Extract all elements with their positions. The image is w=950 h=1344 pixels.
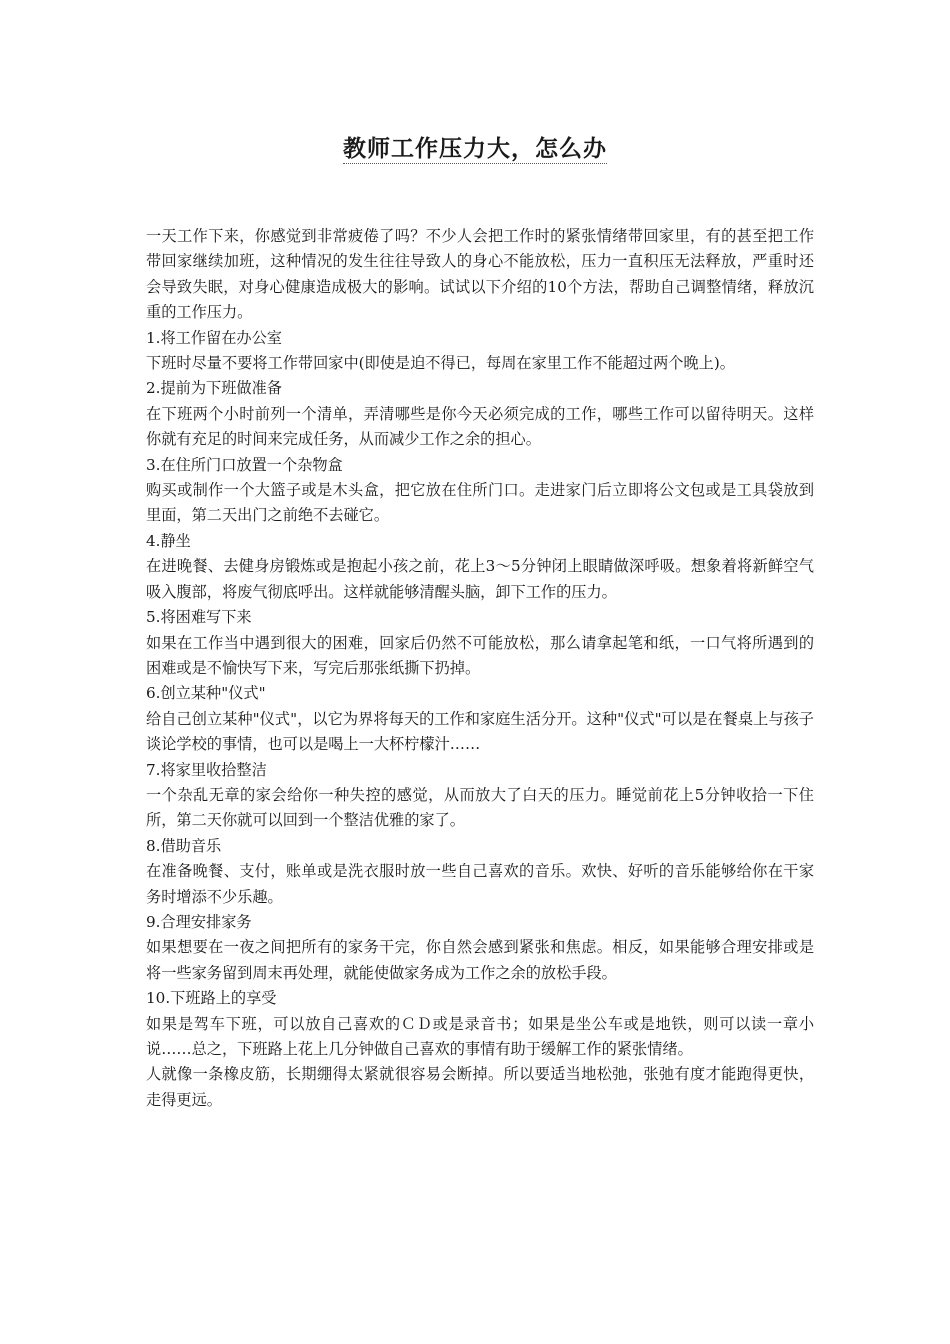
item-text: 如果在工作当中遇到很大的困难，回家后仍然不可能放松，那么请拿起笔和纸，一口气将所遇到的困难或是不愉快写下来，写完后那张纸撕下扔掉。 (146, 633, 814, 677)
item-heading: 5.将困难写下来 (146, 608, 252, 627)
item-heading: 2.提前为下班做准备 (146, 379, 282, 398)
item-heading: 1.将工作留在办公室 (146, 328, 282, 347)
item-heading: 7.将家里收拾整洁 (146, 760, 267, 779)
item-heading: 9.合理安排家务 (146, 912, 252, 931)
item-text: 购买或制作一个大篮子或是木头盒，把它放在住所门口。走进家门后立即将公文包或是工具袋放到里面，第二天出门之前绝不去碰它。 (146, 481, 814, 525)
item-text: 一个杂乱无章的家会给你一种失控的感觉，从而放大了白天的压力。睡觉前花上5分钟收拾一下住所，第二天你就可以回到一个整洁优雅的家了。 (146, 785, 814, 830)
document-body (146, 224, 814, 1113)
intro-paragraph: 一天工作下来，你感觉到非常疲倦了吗？不少人会把工作时的紧张情绪带回家里，有的甚至把工作带回家继续加班，这种情况的发生往往导致人的身心不能放松，压力一直积压无法释放，严重时还会导致失眠，对身心健康造成极大的影响。试试以下介绍的10个方法，帮助自己调整情绪，释放沉重的工作压力。 (146, 227, 814, 322)
document-title-text: 教师工作压力大，怎么办 (343, 135, 607, 162)
item-heading: 4.静坐 (146, 531, 191, 550)
item-text: 如果是驾车下班，可以放自己喜欢的ＣＤ或是录音书；如果是坐公车或是地铁，则可以读一章小说……总之，下班路上花上几分钟做自己喜欢的事情有助于缓解工作的紧张情绪。 (146, 1014, 814, 1058)
item-text: 如果想要在一夜之间把所有的家务干完，你自然会感到紧张和焦虑。相反，如果能够合理安排或是将一些家务留到周末再处理，就能使做家务成为工作之余的放松手段。 (146, 938, 814, 982)
item-text: 给自己创立某种"仪式"，以它为界将每天的工作和家庭生活分开。这种"仪式"可以是在餐桌上与孩子谈论学校的事情，也可以是喝上一大杯柠檬汁…… (146, 709, 814, 754)
item-heading: 6.创立某种"仪式" (146, 684, 266, 703)
item-heading: 10.下班路上的享受 (146, 989, 277, 1008)
document-title (0, 132, 950, 166)
item-heading: 8.借助音乐 (146, 836, 222, 855)
item-text: 在准备晚餐、支付，账单或是洗衣服时放一些自己喜欢的音乐。欢快、好听的音乐能够给你在干家务时增添不少乐趣。 (146, 862, 814, 906)
item-heading: 3.在住所门口放置一个杂物盒 (146, 455, 343, 474)
conclusion-paragraph: 人就像一条橡皮筋，长期绷得太紧就很容易会断掉。所以要适当地松弛，张弛有度才能跑得更快，走得更远。 (146, 1065, 814, 1109)
item-text: 下班时尽量不要将工作带回家中(即使是迫不得已，每周在家里工作不能超过两个晚上)。 (146, 354, 735, 373)
item-text: 在进晚餐、去健身房锻炼或是抱起小孩之前，花上3～5分钟闭上眼睛做深呼吸。想象着将新鲜空气吸入腹部，将废气彻底呼出。这样就能够清醒头脑，卸下工作的压力。 (146, 557, 814, 601)
item-text: 在下班两个小时前列一个清单，弄清哪些是你今天必须完成的工作，哪些工作可以留待明天。这样你就有充足的时间来完成任务，从而减少工作之余的担心。 (146, 404, 814, 449)
